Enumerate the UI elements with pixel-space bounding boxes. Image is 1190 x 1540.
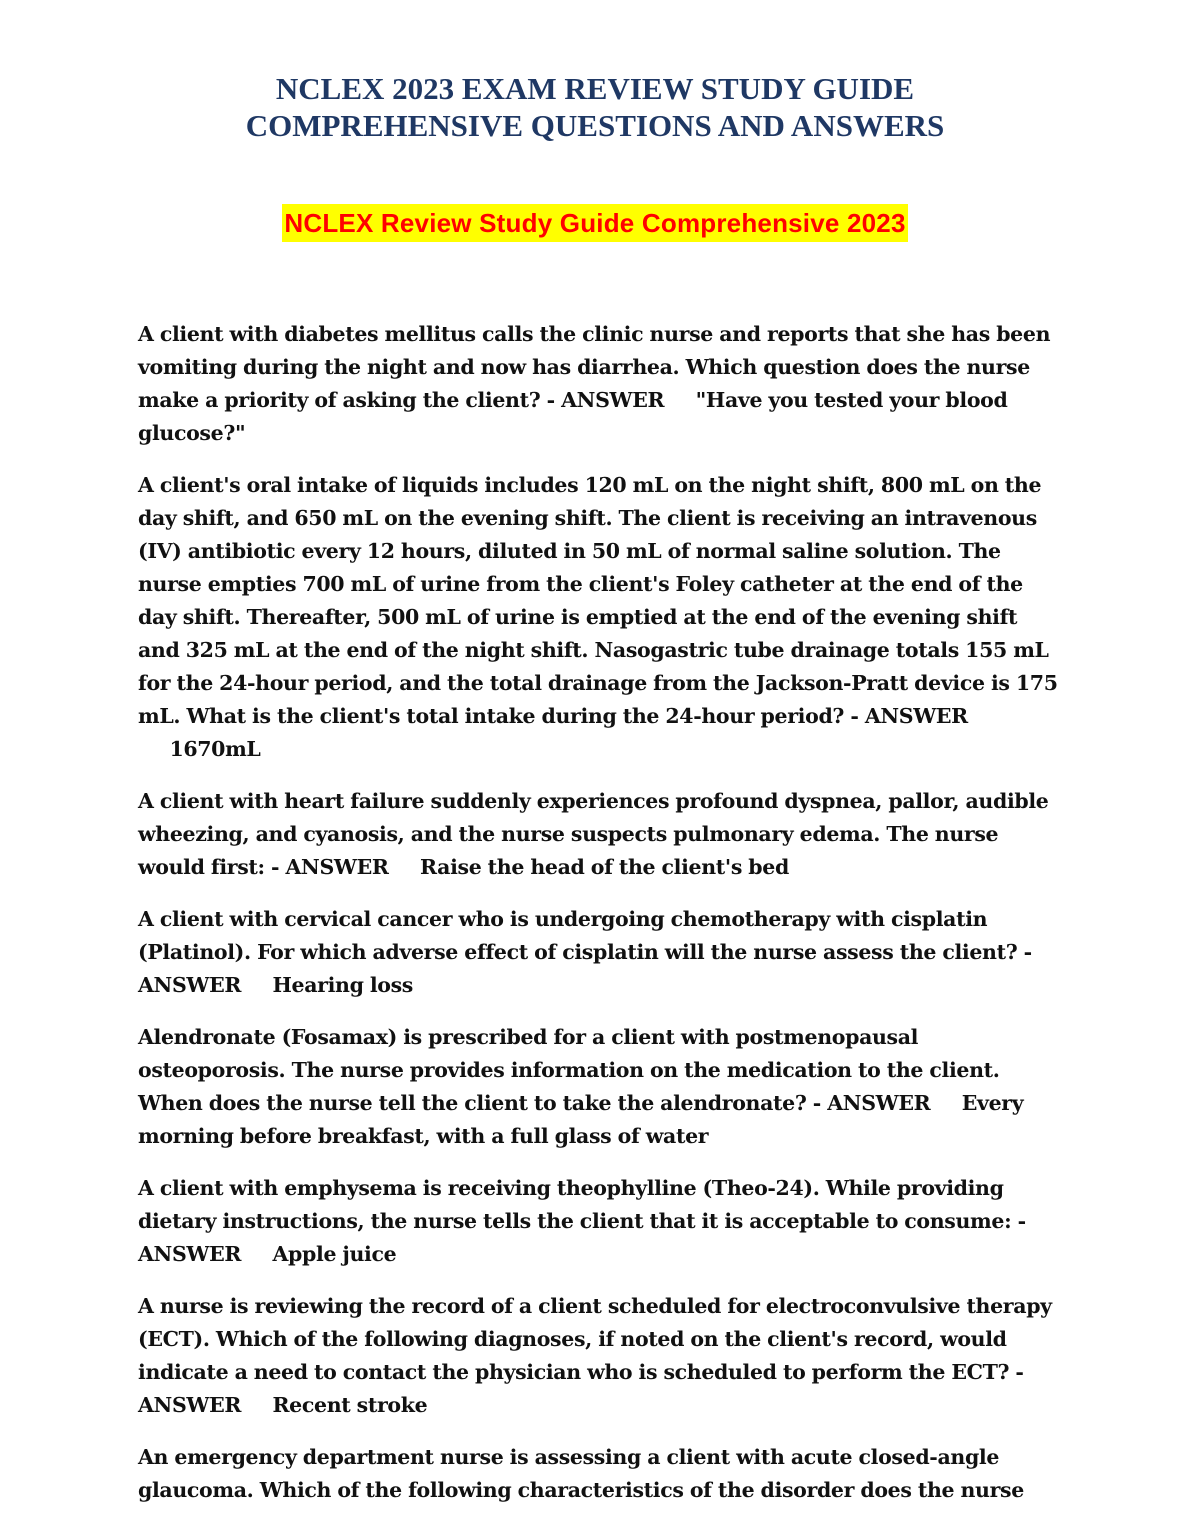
qa-item (138, 1290, 1058, 1422)
answer-text: 1670mL (169, 737, 261, 761)
question-text: A client with heart failure suddenly experiences profound dyspnea, pallor, audible wheezing, and cyanosis, and the nurse suspects pulmonary edema. The nurse would first: - ANSWER (138, 789, 1049, 879)
answer-text: Every morning before breakfast, with a full glass of water (138, 1091, 1024, 1148)
answer-text: Raise the head of the client's bed (419, 855, 789, 879)
title-line-1: NCLEX 2023 EXAM REVIEW STUDY GUIDE (275, 71, 915, 106)
question-text: A client's oral intake of liquids includes 120 mL on the night shift, 800 mL on the day shift, and 650 mL on the evening shift. The client is receiving an intravenous (IV) antibiotic every 12 hours, diluted in 50 mL of normal saline solution. The nurse empties 700 mL of urine from the client's Foley catheter at the end of the day shift. Thereafter, 500 mL of urine is emptied at the end of the evening shift and 325 mL at the end of the night shift. Nasogastric tube drainage totals 155 mL for the 24-hour period, and the total drainage from the Jackson-Pratt device is 175 mL. What is the client's total intake during the 24-hour period? - ANSWER (138, 473, 1058, 728)
subtitle-container (0, 204, 1190, 242)
answer-text: Recent stroke (272, 1393, 428, 1417)
answer-text: "Have you tested your blood glucose?" (138, 388, 1008, 445)
qa-item (138, 1172, 1058, 1271)
question-text: A client with cervical cancer who is undergoing chemotherapy with cisplatin (Platinol). For which adverse effect of cisplatin will the nurse assess the client? - ANSWER (138, 907, 1032, 997)
question-text: Alendronate (Fosamax) is prescribed for a client with postmenopausal osteoporosis. The nurse provides information on the medication to the client. When does the nurse tell the client to take the alendronate? - ANSWER (138, 1025, 1000, 1115)
page-title (0, 70, 1190, 144)
qa-item (138, 469, 1058, 766)
qa-item (138, 785, 1058, 884)
answer-text: Apple juice (272, 1242, 397, 1266)
highlighted-subtitle: NCLEX Review Study Guide Comprehensive 2023 (282, 204, 907, 242)
question-text: A nurse is reviewing the record of a client scheduled for electroconvulsive therapy (ECT). Which of the following diagnoses, if noted on the client's record, would indicate a need to contact the physician who is scheduled to perform the ECT? - ANSWER (138, 1294, 1052, 1417)
question-text: A client with emphysema is receiving theophylline (Theo-24). While providing dietary instructions, the nurse tells the client that it is acceptable to consume: - ANSWER (138, 1176, 1026, 1266)
question-text: A client with diabetes mellitus calls the clinic nurse and reports that she has been vomiting during the night and now has diarrhea. Which question does the nurse make a priority of asking the client? - ANSWER (138, 322, 1051, 412)
answer-text: Hearing loss (272, 973, 413, 997)
question-text: An emergency department nurse is assessing a client with acute closed-angle glaucoma. Which of the following characteristics of the disorder does the nurse (138, 1445, 1024, 1502)
question-answer-list (138, 318, 1058, 1526)
qa-item (138, 903, 1058, 1002)
qa-item (138, 318, 1058, 450)
qa-item (138, 1021, 1058, 1153)
qa-item (138, 1441, 1058, 1507)
title-line-2: COMPREHENSIVE QUESTIONS AND ANSWERS (245, 108, 945, 143)
